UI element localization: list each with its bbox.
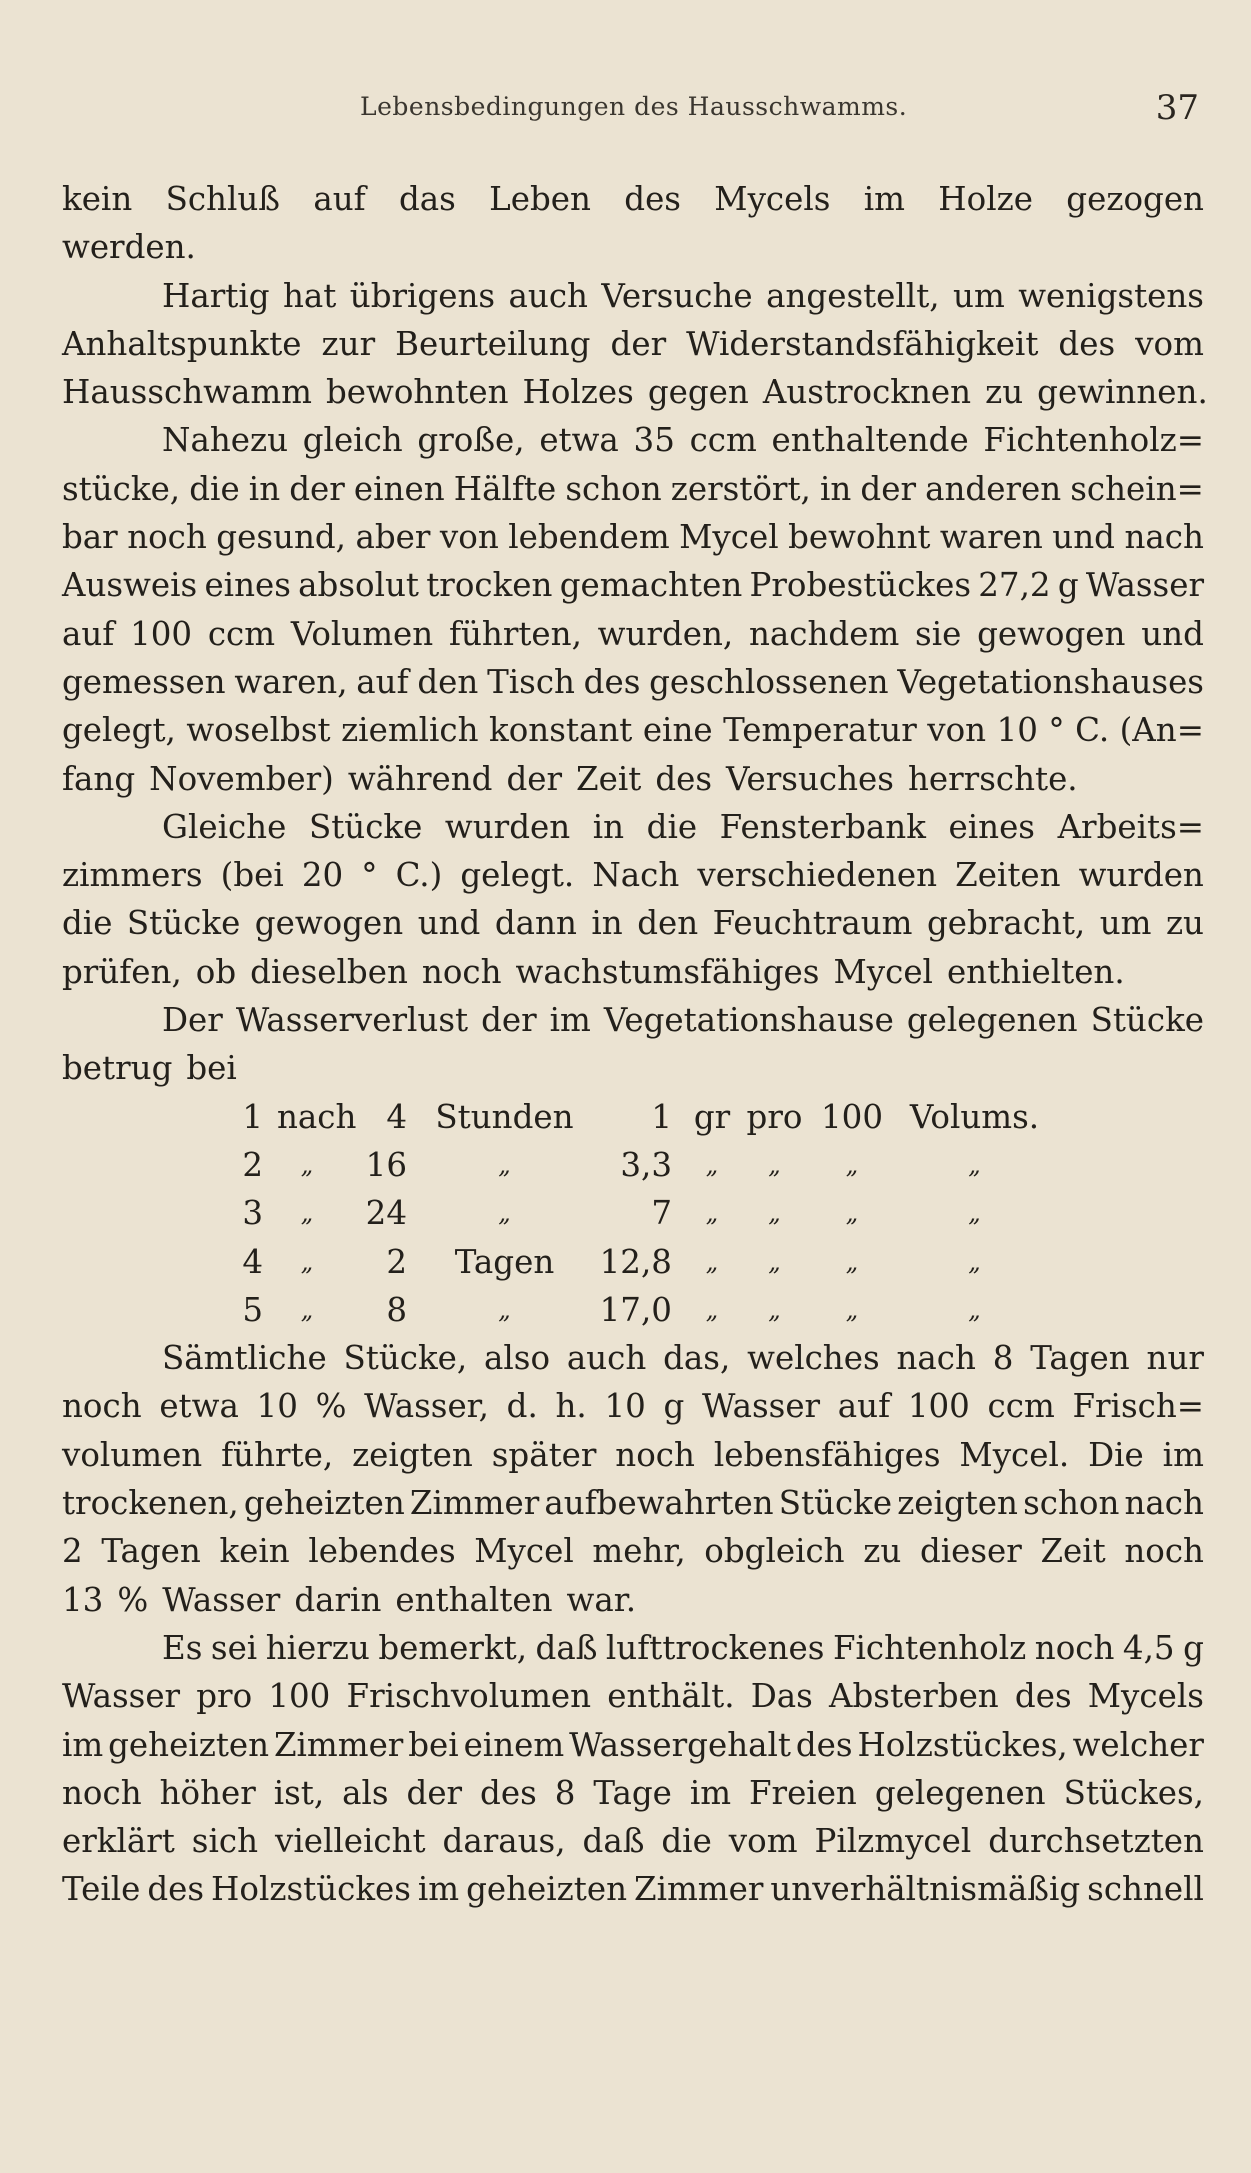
water-loss-table [232,1093,1052,1334]
ditto-mark: „ [968,1199,981,1228]
page-number: 37 [1155,88,1199,128]
table-cell: pro [746,1097,803,1136]
ditto-mark: „ [845,1295,859,1324]
text-line: betrug bei [62,1049,237,1088]
ditto-mark: „ [705,1199,719,1228]
text-line: Gleiche Stücke wurden in die Fensterbank eines Arbeits= [162,807,1204,846]
table-cell: 1 [242,1097,263,1136]
text-line: Wasser pro 100 Frischvolumen enthält. Das Absterben des Mycels [62,1677,1204,1716]
ditto-mark: „ [300,1150,314,1179]
text-line: trockenen, geheizten Zimmer aufbewahrten Stücke zeigten schon nach [62,1484,1204,1523]
ditto-mark: „ [845,1150,859,1179]
text-line: die Stücke gewogen und dann in den Feuchtraum gebracht, um zu [62,904,1204,943]
table-cell: 24 [365,1194,407,1233]
ditto-mark: „ [705,1295,719,1324]
ditto-mark: „ [768,1150,781,1179]
table-cell: Stunden [435,1097,574,1136]
text-line: Der Wasserverlust der im Vegetationshause gelegenen Stücke [162,1001,1204,1040]
text-line: Es sei hierzu bemerkt, daß lufttrockenes Fichtenholz noch 4,5 g [162,1628,1204,1667]
text-line: im geheizten Zimmer bei einem Wassergehalt des Holzstückes, welcher [62,1725,1204,1764]
table-cell: 3,3 [620,1145,672,1184]
ditto-mark: „ [300,1247,314,1276]
paragraphs-before-table [62,175,1208,1093]
table-row [232,1238,1052,1286]
text-line: zimmers (bei 20 ° C.) gelegt. Nach verschiedenen Zeiten wurden [62,856,1204,895]
table-cell: 16 [365,1145,407,1184]
text-line: 13 % Wasser darin enthalten war. [62,1580,637,1619]
text-line: 2 Tagen kein lebendes Mycel mehr, obgleich zu dieser Zeit noch [62,1532,1204,1571]
table-row [232,1286,1052,1334]
text-line: Hausschwamm bewohnten Holzes gegen Austrocknen zu gewinnen. [62,373,1208,412]
table-cell: 100 [820,1097,884,1136]
text-line: prüfen, ob dieselben noch wachstumsfähiges Mycel enthielten. [62,952,1125,991]
table-cell: 17,0 [599,1290,672,1329]
text-line: fang November) während der Zeit des Versuches herrschte. [62,759,1078,798]
ditto-mark: „ [498,1295,511,1324]
table-cell: 2 [386,1242,407,1281]
table-cell: nach [277,1097,357,1136]
ditto-mark: „ [300,1295,314,1324]
text-line: Ausweis eines absolut trocken gemachten Probestückes 27,2 g Wasser [62,566,1204,605]
text-line: noch etwa 10 % Wasser, d. h. 10 g Wasser auf 100 ccm Frisch= [62,1387,1204,1426]
text-line: erklärt sich vielleicht daraus, daß die vom Pilzmycel durchsetzten [62,1822,1204,1861]
table-cell: 8 [386,1290,407,1329]
text-line: gemessen waren, auf den Tisch des geschlossenen Vegetationshauses [62,662,1204,701]
table-cell: 7 [651,1194,672,1233]
table-cell: 4 [242,1242,263,1281]
text-line: Sämtliche Stücke, also auch das, welches nach 8 Tagen nur [162,1339,1204,1378]
ditto-mark: „ [845,1247,859,1276]
text-line: bar noch gesund, aber von lebendem Mycel bewohnt waren und nach [62,518,1204,557]
ditto-mark: „ [968,1150,981,1179]
running-head: Lebensbedingungen des Hausschwamms. [360,92,908,121]
text-line: Nahezu gleich große, etwa 35 ccm enthaltende Fichtenholz= [162,421,1204,460]
text-line: volumen führte, zeigten später noch lebensfähiges Mycel. Die im [62,1435,1204,1474]
text-line: noch höher ist, als der des 8 Tage im Freien gelegenen Stückes, [62,1773,1204,1812]
table-row [232,1189,1052,1237]
text-line: auf 100 ccm Volumen führten, wurden, nachdem sie gewogen und [62,614,1204,653]
ditto-mark: „ [705,1150,719,1179]
ditto-mark: „ [768,1199,781,1228]
table-cell: 3 [242,1194,263,1233]
ditto-mark: „ [968,1295,981,1324]
table-cell: 4 [386,1097,407,1136]
text-line: Anhaltspunkte zur Beurteilung der Widerstandsfähigkeit des vom [62,324,1204,363]
text-line: kein Schluß auf das Leben des Mycels im Holze gezogen [62,180,1204,218]
text-line: gelegt, woselbst ziemlich konstant eine Temperatur von 10 ° C. (An= [62,711,1204,750]
text-line: Teile des Holzstückes im geheizten Zimmer unverhältnismäßig schnell [62,1870,1204,1909]
ditto-mark: „ [300,1199,314,1228]
table-cell: 1 [651,1097,672,1136]
table-row [232,1141,1052,1189]
table-row [232,1093,1052,1141]
body-text [62,175,1208,1914]
table-cell: gr [693,1097,731,1136]
ditto-mark: „ [768,1295,781,1324]
ditto-mark: „ [768,1247,781,1276]
table-cell: 5 [242,1290,263,1329]
table-cell: Tagen [454,1242,555,1281]
text-line: Hartig hat übrigens auch Versuche angestellt, um wenigstens [162,276,1204,315]
paragraphs-after-table [62,1334,1204,1914]
text-line: stücke, die in der einen Hälfte schon zerstört, in der anderen schein= [62,469,1204,508]
text-line: werden. [62,228,196,267]
table-cell: Volums. [909,1097,1040,1136]
table-cell: 12,8 [599,1242,672,1281]
ditto-mark: „ [498,1150,511,1179]
ditto-mark: „ [498,1199,511,1228]
ditto-mark: „ [845,1199,859,1228]
ditto-mark: „ [968,1247,981,1276]
table-cell: 2 [242,1145,263,1184]
ditto-mark: „ [705,1247,719,1276]
